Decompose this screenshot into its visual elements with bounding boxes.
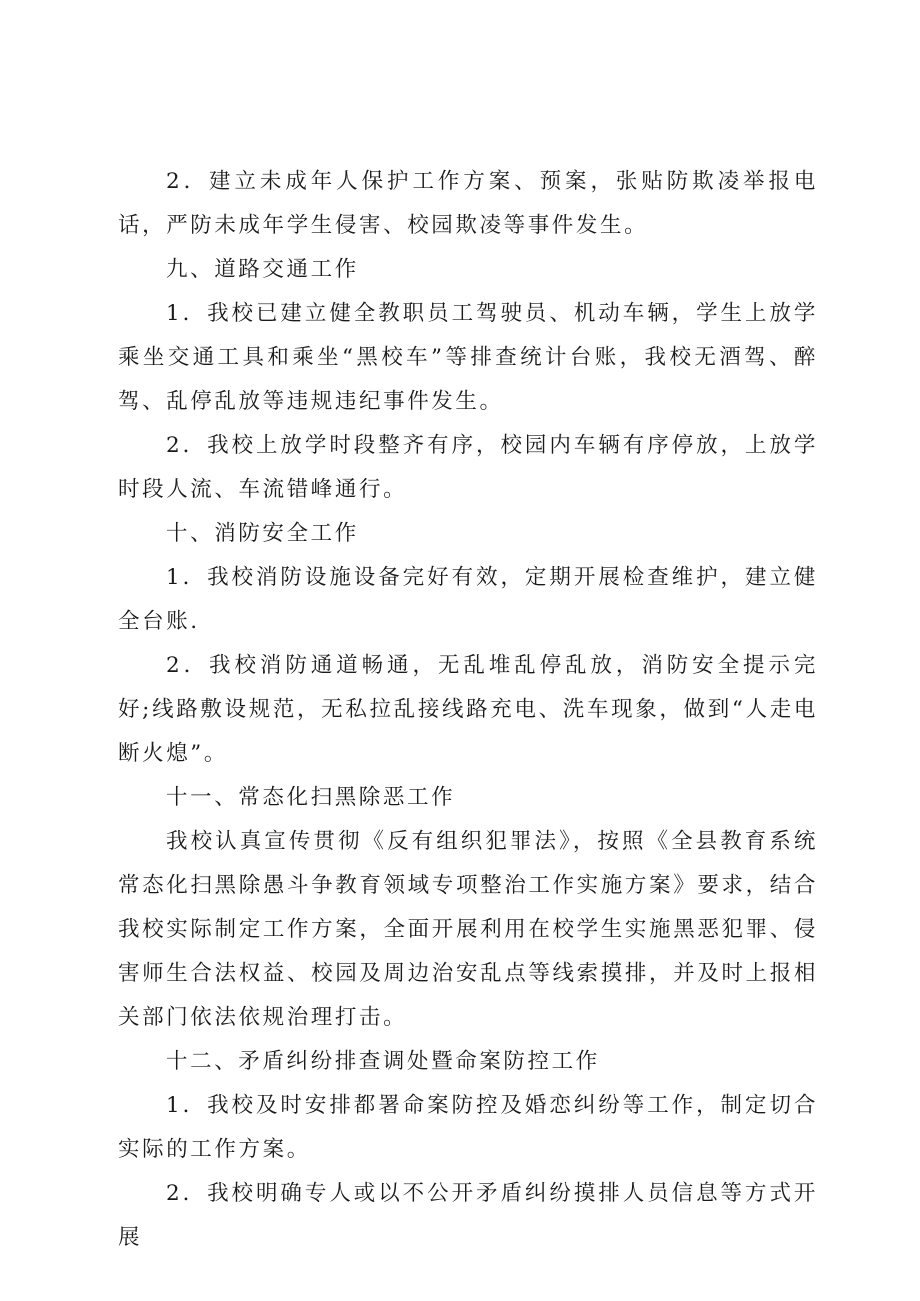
document-page (118, 160, 818, 1260)
section-heading-road-traffic: 九、道路交通工作 (166, 257, 359, 282)
section-heading-fire-safety: 十、消防安全工作 (166, 521, 359, 546)
paragraph-item-2-dispute-staff: 2．我校明确专人或以不公开矛盾纠纷摸排人员信息等方式开展 (118, 1181, 818, 1250)
paragraph-item-1-fire-facilities: 1．我校消防设施设备完好有效，定期开展检查维护，建立健全台账. (118, 565, 818, 634)
paragraph-anti-crime-body: 我校认真宣传贯彻《反有组织犯罪法》，按照《全县教育系统常态化扫黑除愚斗争教育领域专项整治工作实施方案》要求，结合我校实际制定工作方案，全面开展利用在校学生实施黑恶犯罪、侵害师生合法权益、校园及周边治安乱点等线索摸排，并及时上报相关部门依法依规治理打击。 (118, 829, 818, 1030)
section-heading-dispute-resolution: 十二、矛盾纠纷排查调处暨命案防控工作 (166, 1049, 600, 1074)
paragraph-item-2-fire-passage: 2．我校消防通道畅通，无乱堆乱停乱放，消防安全提示完好;线路敷设规范，无私拉乱接线路充电、洗车现象，做到“人走电断火熄”。 (118, 653, 818, 766)
paragraph-item-1-traffic-ledger: 1．我校已建立健全教职员工驾驶员、机动车辆，学生上放学乘坐交通工具和乘坐“黑校车”等排查统计台账，我校无酒驾、醉驾、乱停乱放等违规违纪事件发生。 (118, 301, 818, 414)
paragraph-item-2-traffic-order: 2．我校上放学时段整齐有序，校园内车辆有序停放，上放学时段人流、车流错峰通行。 (118, 433, 818, 502)
paragraph-item-1-dispute-plan: 1．我校及时安排都署命案防控及婚恋纠纷等工作，制定切合实际的工作方案。 (118, 1093, 818, 1162)
paragraph-item-2-minor-protection: 2．建立未成年人保护工作方案、预案，张贴防欺凌举报电话，严防未成年学生侵害、校园欺凌等事件发生。 (118, 169, 818, 238)
section-heading-anti-crime: 十一、常态化扫黑除恶工作 (166, 785, 456, 810)
